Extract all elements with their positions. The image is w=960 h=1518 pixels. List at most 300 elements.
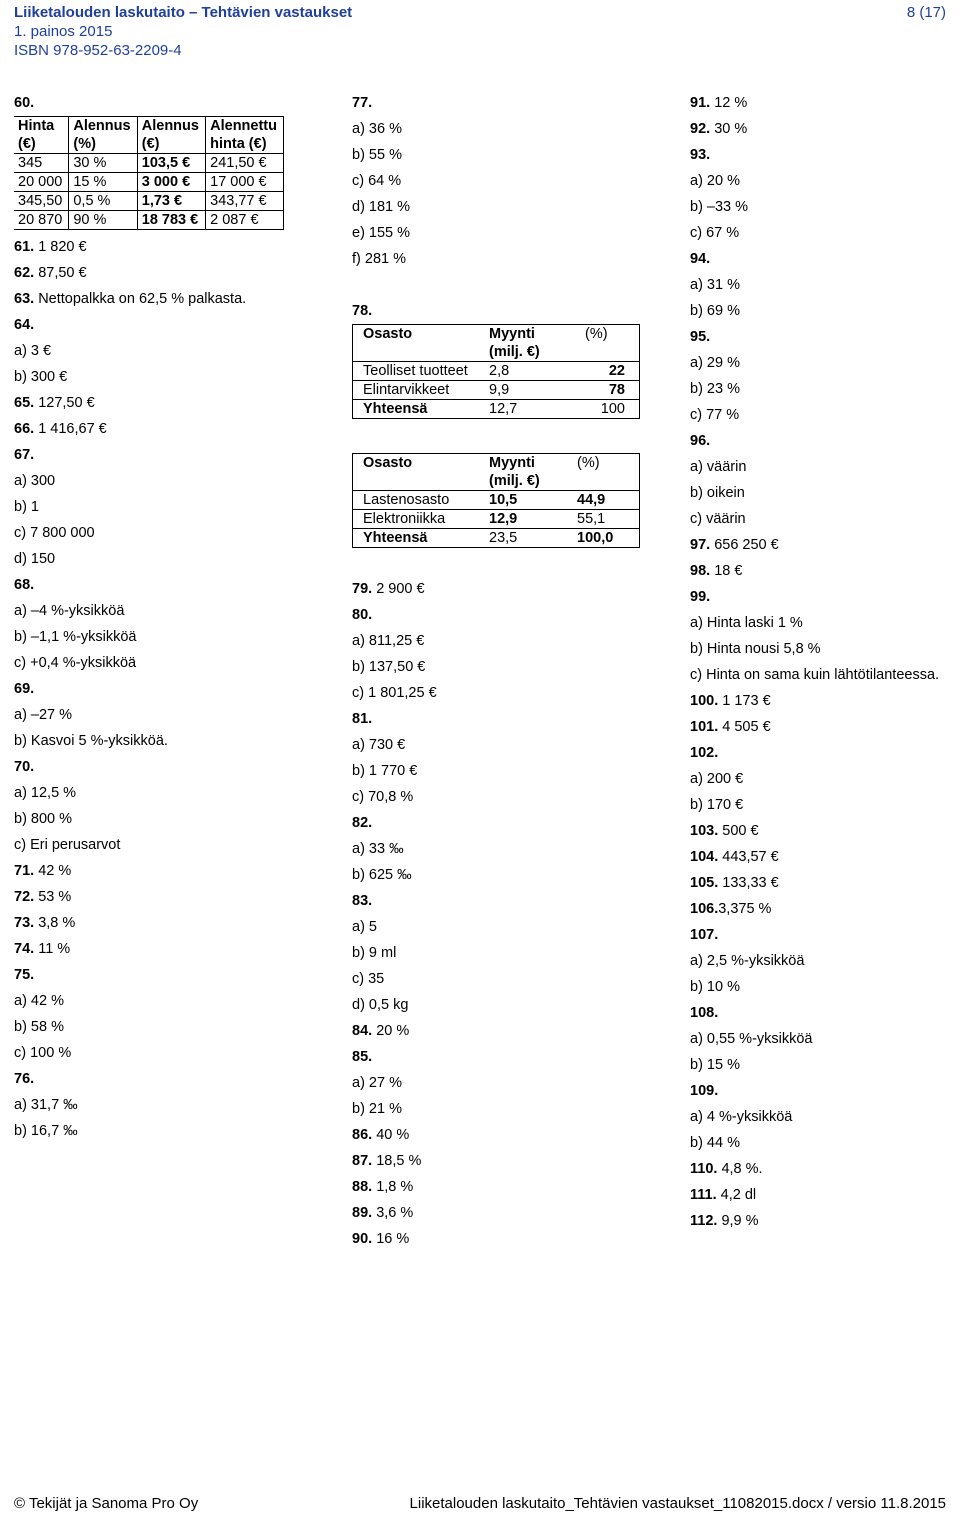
answer-line xyxy=(14,390,314,416)
answer-line xyxy=(352,1200,652,1226)
answer-line xyxy=(352,168,652,194)
table-cell: 12,9 xyxy=(479,510,567,529)
table-row xyxy=(353,491,640,510)
answer-line xyxy=(352,602,652,628)
exercise-number: 75. xyxy=(14,967,35,983)
answer-text: 2 900 € xyxy=(372,581,425,597)
answer-text: a) Hinta laski 1 % xyxy=(690,615,803,631)
answer-text: b) 23 % xyxy=(690,381,740,397)
answer-text: 18,5 % xyxy=(372,1153,422,1169)
answer-text: 1,8 % xyxy=(372,1179,414,1195)
exercise-number: 76. xyxy=(14,1071,35,1087)
exercise-number: 77. xyxy=(352,95,373,111)
answer-line xyxy=(690,506,952,532)
exercise-number: 73. xyxy=(14,915,35,931)
exercise-number: 85. xyxy=(352,1049,373,1065)
table-cell: Elintarvikkeet xyxy=(353,381,480,400)
answer-text: a) 27 % xyxy=(352,1075,402,1091)
exercise-number: 92. xyxy=(690,121,711,137)
answer-text: a) 42 % xyxy=(14,993,64,1009)
answer-text: 656 250 € xyxy=(710,537,779,553)
answer-line xyxy=(690,584,952,610)
answer-line xyxy=(690,324,952,350)
answer-line xyxy=(690,116,952,142)
answer-text: d) 0,5 kg xyxy=(352,997,409,1013)
answer-line xyxy=(352,654,652,680)
answer-line xyxy=(690,948,952,974)
answer-line xyxy=(14,1092,314,1118)
isbn: ISBN 978-952-63-2209-4 xyxy=(14,42,182,59)
answer-line xyxy=(14,520,314,546)
answer-line xyxy=(14,832,314,858)
answer-line xyxy=(14,1118,314,1144)
exercise-number: 91. xyxy=(690,95,711,111)
answer-line xyxy=(690,90,952,116)
column-2 xyxy=(352,90,652,1252)
answer-line xyxy=(14,468,314,494)
answer-text: b) 69 % xyxy=(690,303,740,319)
answer-text: 16 % xyxy=(372,1231,410,1247)
answer-text: a) 36 % xyxy=(352,121,402,137)
answer-text: a) 0,55 %-yksikköä xyxy=(690,1031,813,1047)
answer-text: c) Hinta on sama kuin lähtötilanteessa. xyxy=(690,667,940,683)
table-cell: 23,5 xyxy=(479,529,567,548)
answer-line xyxy=(690,1104,952,1130)
table-cell: Yhteensä xyxy=(353,529,480,548)
exercise-number: 69. xyxy=(14,681,35,697)
answer-line xyxy=(690,532,952,558)
answer-text: 18 € xyxy=(710,563,743,579)
answer-text: 1 416,67 € xyxy=(34,421,107,437)
answer-text: 53 % xyxy=(34,889,72,905)
answer-line xyxy=(690,666,952,684)
answer-text: b) 21 % xyxy=(352,1101,402,1117)
answer-line xyxy=(690,818,952,844)
table-cell: 100,0 xyxy=(567,529,640,548)
exercise-number: 94. xyxy=(690,251,711,267)
answer-text: a) 29 % xyxy=(690,355,740,371)
answer-line xyxy=(352,90,652,116)
exercise-number: 83. xyxy=(352,893,373,909)
answer-line xyxy=(690,1130,952,1156)
page-number: 8 (17) xyxy=(906,4,946,21)
exercise-number: 101. xyxy=(690,719,719,735)
exercise-number: 108. xyxy=(690,1005,719,1021)
answers-79-90 xyxy=(352,576,652,1252)
answer-text: 40 % xyxy=(372,1127,410,1143)
exercise-number: 79. xyxy=(352,581,373,597)
exercise-number: 103. xyxy=(690,823,719,839)
exercise-number: 84. xyxy=(352,1023,373,1039)
answer-line xyxy=(690,792,952,818)
table-row xyxy=(14,192,284,211)
answer-line xyxy=(14,884,314,910)
answer-text: 500 € xyxy=(718,823,759,839)
answer-text: b) 44 % xyxy=(690,1135,740,1151)
answer-text: 127,50 € xyxy=(34,395,95,411)
answer-line xyxy=(690,376,952,402)
answer-text: b) –33 % xyxy=(690,199,749,215)
answer-text: 3,6 % xyxy=(372,1205,414,1221)
answer-line xyxy=(14,910,314,936)
answer-line xyxy=(352,628,652,654)
exercise-number: 112. xyxy=(690,1213,718,1229)
answer-line xyxy=(690,636,952,662)
answer-line xyxy=(352,966,652,992)
answer-text: c) väärin xyxy=(690,511,746,527)
answer-line xyxy=(14,1040,314,1066)
answer-line xyxy=(690,1156,952,1182)
table-cell: Elektroniikka xyxy=(353,510,480,529)
exercise-number: 80. xyxy=(352,607,373,623)
answers-61-76 xyxy=(14,234,314,1144)
answer-text: 4,2 dl xyxy=(716,1187,757,1203)
answer-line xyxy=(14,416,314,442)
answer-line xyxy=(690,974,952,1000)
table-cell: 90 % xyxy=(69,211,137,230)
edition: 1. painos 2015 xyxy=(14,23,113,40)
answer-text: a) 2,5 %-yksikköä xyxy=(690,953,805,969)
answer-text: d) 150 xyxy=(14,551,56,567)
answer-line xyxy=(690,844,952,870)
exercise-60: 60. xyxy=(14,95,35,111)
answer-line xyxy=(690,1078,952,1104)
answer-line xyxy=(690,142,952,168)
exercise-number: 106. xyxy=(690,901,719,917)
answer-text: b) Kasvoi 5 %-yksikköä. xyxy=(14,733,168,749)
answer-text: 133,33 € xyxy=(718,875,779,891)
table-cell: Teolliset tuotteet xyxy=(353,362,480,381)
answer-text: b) 1 xyxy=(14,499,39,515)
answer-text: 30 % xyxy=(710,121,748,137)
table-cell: 20 000 xyxy=(14,173,69,192)
answer-text: b) 10 % xyxy=(690,979,740,995)
answer-text: c) 100 % xyxy=(14,1045,72,1061)
answer-text: b) 55 % xyxy=(352,147,402,163)
answer-text: f) 281 % xyxy=(352,251,406,267)
answer-line xyxy=(14,234,314,260)
table-cell: 55,1 xyxy=(567,510,640,529)
exercise-number: 111. xyxy=(690,1187,717,1203)
table-78b-header xyxy=(353,454,640,491)
answer-text: a) 12,5 % xyxy=(14,785,77,801)
answer-text: 42 % xyxy=(34,863,72,879)
answer-text: b) –1,1 %-yksikköä xyxy=(14,629,137,645)
table-row xyxy=(353,529,640,548)
answer-text: a) 20 % xyxy=(690,173,740,189)
exercise-number: 110. xyxy=(690,1161,718,1177)
answer-line xyxy=(14,546,314,572)
answer-line xyxy=(14,754,314,780)
answer-text: c) +0,4 %-yksikköä xyxy=(14,655,137,671)
exercise-number: 65. xyxy=(14,395,35,411)
answer-line xyxy=(352,246,652,272)
table-cell: 15 % xyxy=(69,173,137,192)
table-cell: 345,50 xyxy=(14,192,69,211)
answer-text: 12 % xyxy=(710,95,748,111)
answer-text: c) Eri perusarvot xyxy=(14,837,121,853)
answer-line xyxy=(690,298,952,324)
answer-line xyxy=(14,780,314,806)
answer-line xyxy=(690,194,952,220)
exercise-number: 81. xyxy=(352,711,373,727)
table-row xyxy=(14,173,284,192)
answer-line xyxy=(14,728,314,754)
answer-text: b) 137,50 € xyxy=(352,659,426,675)
column-1 xyxy=(14,90,314,1144)
answer-line xyxy=(690,740,952,766)
answer-text: c) 1 801,25 € xyxy=(352,685,437,701)
table-cell: 345 xyxy=(14,154,69,173)
answer-line xyxy=(690,1026,952,1052)
answer-line xyxy=(352,992,652,1018)
footer-copyright: © Tekijät ja Sanoma Pro Oy xyxy=(14,1495,199,1512)
answer-line xyxy=(352,576,652,602)
table-cell: 20 870 xyxy=(18,212,63,228)
answer-text: 4,8 %. xyxy=(717,1161,763,1177)
exercise-number: 102. xyxy=(690,745,719,761)
answer-line xyxy=(352,1018,652,1044)
table-cell: 78 xyxy=(575,381,640,400)
answer-text: b) 300 € xyxy=(14,369,68,385)
answer-line xyxy=(352,1148,652,1174)
table-cell: 9,9 xyxy=(479,381,575,400)
answer-text: 11 % xyxy=(34,941,71,957)
answer-line xyxy=(14,1014,314,1040)
answer-text: b) 170 € xyxy=(690,797,744,813)
table-cell: 18 783 € xyxy=(137,211,205,230)
answer-line xyxy=(352,862,652,888)
exercise-number: 64. xyxy=(14,317,35,333)
table-cell: 22 xyxy=(575,362,640,381)
table-cell: 100 xyxy=(575,400,640,419)
answer-text: b) 15 % xyxy=(690,1057,740,1073)
answer-line xyxy=(690,428,952,454)
exercise-number: 100. xyxy=(690,693,719,709)
table-header-cell: Myynti (milj. €) xyxy=(479,325,575,362)
answer-text: b) 1 770 € xyxy=(352,763,418,779)
column-3 xyxy=(690,90,952,1234)
document-title: Liiketalouden laskutaito – Tehtävien vastaukset xyxy=(14,4,353,21)
exercise-number: 98. xyxy=(690,563,711,579)
answer-text: b) 625 ‰ xyxy=(352,867,412,883)
answer-line xyxy=(14,936,314,962)
answer-line xyxy=(690,610,952,636)
table-row xyxy=(353,362,640,381)
answer-text: 20 % xyxy=(372,1023,410,1039)
answer-text: a) –27 % xyxy=(14,707,73,723)
exercise-number: 63. xyxy=(14,291,35,307)
exercise-number: 96. xyxy=(690,433,711,449)
table-60-header-cell: Hinta (€) xyxy=(14,117,69,154)
answer-text: c) 7 800 000 xyxy=(14,525,95,541)
table-60 xyxy=(14,116,284,230)
table-cell: 241,50 € xyxy=(206,154,284,173)
exercise-number: 105. xyxy=(690,875,719,891)
answer-line xyxy=(352,220,652,246)
answer-line xyxy=(14,624,314,650)
table-cell: 17 000 € xyxy=(206,173,284,192)
table-header-cell: (%) xyxy=(567,454,640,491)
answer-line xyxy=(690,922,952,948)
table-78a xyxy=(352,324,640,419)
answer-line xyxy=(690,1000,952,1026)
answer-line xyxy=(14,702,314,728)
answer-line xyxy=(14,650,314,676)
exercise-number: 109. xyxy=(690,1083,719,1099)
exercise-number: 74. xyxy=(14,941,35,957)
answer-line xyxy=(352,888,652,914)
answer-line xyxy=(14,598,314,624)
answer-text: 3,8 % xyxy=(34,915,76,931)
answer-line xyxy=(14,962,314,988)
answer-line xyxy=(14,858,314,884)
exercise-number: 89. xyxy=(352,1205,373,1221)
answers-77 xyxy=(352,90,652,272)
answer-line xyxy=(352,706,652,732)
table-78a-header xyxy=(353,325,640,362)
exercise-number: 107. xyxy=(690,927,719,943)
table-60-header-cell: Alennus (%) xyxy=(69,117,137,154)
answer-line xyxy=(352,810,652,836)
table-header-cell: Osasto xyxy=(353,454,480,491)
answer-line xyxy=(352,194,652,220)
table-60-header-cell: Alennettu hinta (€) xyxy=(206,117,284,154)
exercise-number: 86. xyxy=(352,1127,373,1143)
answer-line xyxy=(690,220,952,246)
answer-line xyxy=(352,914,652,940)
answer-text: a) 31 % xyxy=(690,277,740,293)
answer-text: c) 35 xyxy=(352,971,385,987)
answer-text: d) 181 % xyxy=(352,199,411,215)
answer-line xyxy=(690,1182,952,1208)
table-row xyxy=(14,211,284,230)
table-row xyxy=(353,510,640,529)
answer-line xyxy=(352,1096,652,1122)
answer-text: a) 300 xyxy=(14,473,56,489)
answer-line xyxy=(690,272,952,298)
table-row xyxy=(14,154,284,173)
answer-text: a) 200 € xyxy=(690,771,744,787)
answer-text: e) 155 % xyxy=(352,225,411,241)
exercise-number: 87. xyxy=(352,1153,373,1169)
table-cell: 343,77 € xyxy=(206,192,284,211)
exercise-number: 66. xyxy=(14,421,35,437)
answer-line xyxy=(690,714,952,740)
answer-line xyxy=(352,680,652,706)
exercise-number: 62. xyxy=(14,265,35,281)
footer-filename: Liiketalouden laskutaito_Tehtävien vastaukset_11082015.docx / versio 11.8.2015 xyxy=(409,1495,946,1512)
answer-text: a) 3 € xyxy=(14,343,52,359)
table-cell: 0,5 % xyxy=(69,192,137,211)
answer-text: c) 70,8 % xyxy=(352,789,414,805)
answer-line xyxy=(352,1070,652,1096)
answer-line xyxy=(14,364,314,390)
table-cell: 10,5 xyxy=(479,491,567,510)
table-cell: Lastenosasto xyxy=(353,491,480,510)
answer-text: b) 9 ml xyxy=(352,945,397,961)
answer-text: a) väärin xyxy=(690,459,747,475)
answer-line xyxy=(690,402,952,428)
exercise-number: 93. xyxy=(690,147,711,163)
answer-text: c) 77 % xyxy=(690,407,740,423)
table-header-cell: Myynti (milj. €) xyxy=(479,454,567,491)
answer-text: a) 5 xyxy=(352,919,377,935)
table-60-header xyxy=(14,117,284,154)
exercise-number: 71. xyxy=(14,863,35,879)
answer-line xyxy=(352,836,652,862)
exercise-78: 78. xyxy=(352,303,373,319)
exercise-number: 68. xyxy=(14,577,35,593)
answer-line xyxy=(14,572,314,598)
answer-text: a) –4 %-yksikköä xyxy=(14,603,125,619)
table-cell: 1,73 € xyxy=(137,192,205,211)
answer-line xyxy=(352,784,652,810)
answer-line xyxy=(690,870,952,896)
answer-line xyxy=(14,290,314,308)
table-cell: 2,8 xyxy=(479,362,575,381)
answer-line xyxy=(352,116,652,142)
answer-text: b) Hinta nousi 5,8 % xyxy=(690,641,821,657)
answer-text: 3,375 % xyxy=(718,901,772,917)
answer-line xyxy=(352,758,652,784)
answer-line xyxy=(14,1066,314,1092)
table-cell: 3 000 € xyxy=(137,173,205,192)
table-cell: Yhteensä xyxy=(353,400,480,419)
answer-line xyxy=(690,558,952,584)
answer-text: a) 4 %-yksikköä xyxy=(690,1109,793,1125)
answer-line xyxy=(352,1226,652,1252)
answer-line xyxy=(14,676,314,702)
exercise-number: 61. xyxy=(14,239,35,255)
answer-text: 1 820 € xyxy=(34,239,87,255)
table-row xyxy=(353,400,640,419)
answer-line xyxy=(14,806,314,832)
answer-text: 1 173 € xyxy=(718,693,771,709)
answer-line xyxy=(690,168,952,194)
answer-text: b) 16,7 ‰ xyxy=(14,1123,78,1139)
table-cell: 12,7 xyxy=(479,400,575,419)
answer-line xyxy=(352,1174,652,1200)
answer-line xyxy=(14,312,314,338)
answer-line xyxy=(14,338,314,364)
exercise-number: 90. xyxy=(352,1231,373,1247)
answer-line xyxy=(690,454,952,480)
page-header xyxy=(14,3,352,60)
table-cell: 103,5 € xyxy=(137,154,205,173)
answer-line xyxy=(352,1122,652,1148)
answer-text: a) 31,7 ‰ xyxy=(14,1097,78,1113)
answer-line xyxy=(690,1052,952,1078)
exercise-number: 95. xyxy=(690,329,711,345)
answer-line xyxy=(14,442,314,468)
answer-line xyxy=(690,688,952,714)
exercise-number: 72. xyxy=(14,889,35,905)
answer-line xyxy=(14,494,314,520)
answer-line xyxy=(352,940,652,966)
answer-line xyxy=(352,1044,652,1070)
answer-text: b) oikein xyxy=(690,485,745,501)
table-cell: 30 % xyxy=(69,154,137,173)
answer-text: c) 64 % xyxy=(352,173,402,189)
table-header-cell: Osasto xyxy=(353,325,480,362)
answer-text: Nettopalkka on 62,5 % palkasta. xyxy=(34,291,247,307)
exercise-number: 82. xyxy=(352,815,373,831)
answer-line xyxy=(352,142,652,168)
answer-text: 4 505 € xyxy=(718,719,771,735)
answer-line xyxy=(690,1208,952,1234)
answer-line xyxy=(690,350,952,376)
